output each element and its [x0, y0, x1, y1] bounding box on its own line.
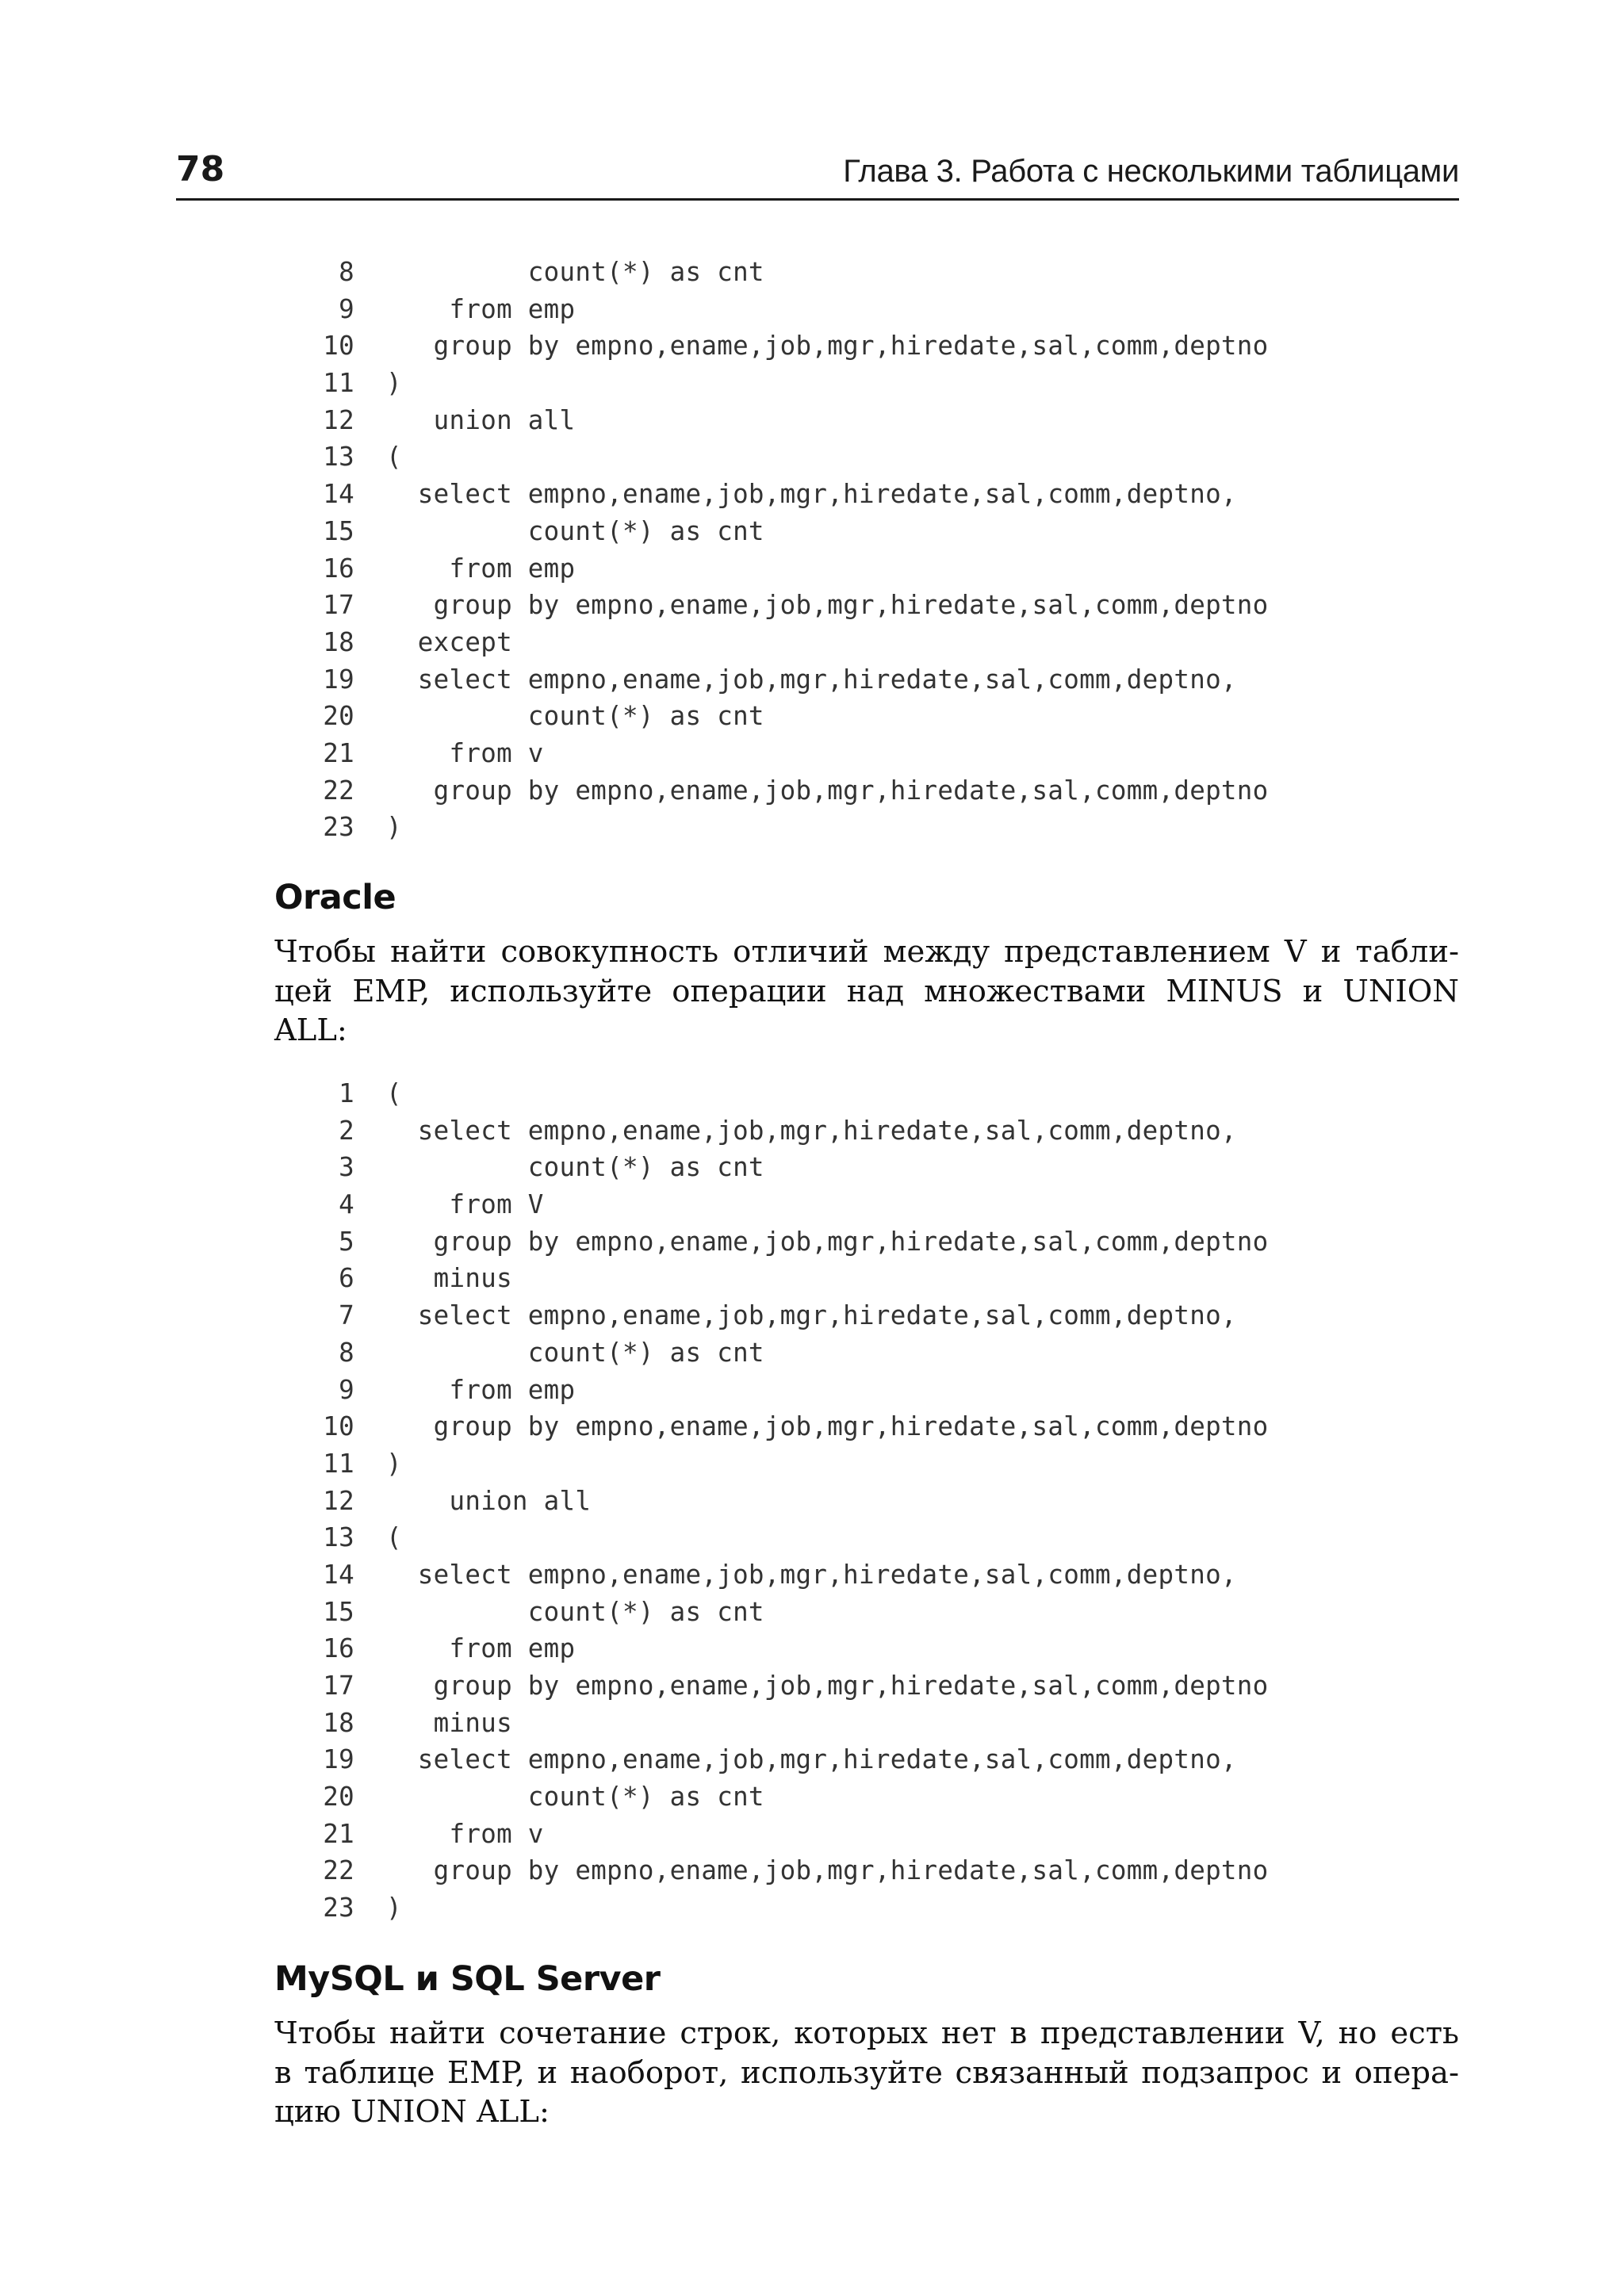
code-line: [311, 1372, 1269, 1409]
code-line: [311, 1075, 1269, 1112]
code-line: [311, 365, 1269, 402]
code-line: [311, 438, 1269, 476]
code-line: [311, 254, 1269, 291]
code-line: [311, 1630, 1269, 1667]
paragraph-mysql-sqlserver: [274, 2014, 1459, 2132]
code-line: [311, 735, 1269, 772]
code-text: select empno,ename,job,mgr,hiredate,sal,comm,deptno,: [386, 479, 1237, 510]
code-line: [311, 1594, 1269, 1631]
section-heading-oracle: Oracle: [274, 878, 396, 917]
code-text: count(*) as cnt: [386, 515, 764, 546]
page-header: [176, 149, 1459, 201]
line-number: 18: [323, 626, 354, 657]
code-text: from v: [386, 737, 544, 768]
code-text: count(*) as cnt: [386, 1152, 764, 1183]
code-text: count(*) as cnt: [386, 1337, 764, 1368]
code-line: [311, 587, 1269, 624]
code-text: count(*) as cnt: [386, 257, 764, 287]
code-line: [311, 291, 1269, 328]
line-number: 15: [323, 1596, 354, 1627]
line-number: 22: [323, 1855, 354, 1886]
code-text: group by empno,ename,job,mgr,hiredate,sal,comm,deptno: [386, 1411, 1269, 1442]
line-number: 6: [339, 1263, 354, 1294]
line-number: 21: [323, 1818, 354, 1849]
code-text: except: [386, 626, 512, 657]
code-text: select empno,ename,job,mgr,hiredate,sal,comm,deptno,: [386, 664, 1237, 695]
code-line: [311, 1778, 1269, 1816]
line-number: 19: [323, 664, 354, 695]
line-number: 10: [323, 1411, 354, 1442]
code-line: [311, 661, 1269, 699]
line-number: 20: [323, 701, 354, 732]
line-number: 17: [323, 590, 354, 621]
code-line: [311, 1334, 1269, 1372]
line-number: 19: [323, 1744, 354, 1775]
code-line: [311, 1519, 1269, 1556]
code-line: [311, 698, 1269, 735]
code-text: (: [386, 1078, 402, 1108]
code-text: count(*) as cnt: [386, 701, 764, 732]
code-text: group by empno,ename,job,mgr,hiredate,sal,comm,deptno: [386, 590, 1269, 621]
code-line: [311, 1408, 1269, 1445]
line-number: 18: [323, 1707, 354, 1738]
code-text: group by empno,ename,job,mgr,hiredate,sal,comm,deptno: [386, 1226, 1269, 1257]
line-number: 16: [323, 1633, 354, 1664]
code-text: count(*) as cnt: [386, 1782, 764, 1813]
code-line: [311, 1223, 1269, 1261]
code-line: [311, 772, 1269, 810]
line-number: 8: [339, 1337, 354, 1368]
line-number: 10: [323, 331, 354, 362]
line-number: 22: [323, 775, 354, 806]
code-line: [311, 513, 1269, 550]
paragraph-line: ALL:: [274, 1013, 347, 1048]
paragraph-line: цию UNION ALL:: [274, 2094, 550, 2130]
line-number: 4: [339, 1189, 354, 1220]
code-listing-oracle: [311, 1075, 1269, 1927]
code-text: select empno,ename,job,mgr,hiredate,sal,comm,deptno,: [386, 1115, 1237, 1146]
code-line: [311, 1149, 1269, 1186]
code-text: from v: [386, 1818, 544, 1849]
code-text: group by empno,ename,job,mgr,hiredate,sal,comm,deptno: [386, 775, 1269, 806]
code-text: from emp: [386, 553, 576, 584]
code-line: [311, 1112, 1269, 1150]
code-text: union all: [386, 404, 576, 435]
line-number: 23: [323, 1893, 354, 1924]
line-number: 5: [339, 1226, 354, 1257]
code-line: [311, 1260, 1269, 1297]
code-line: [311, 809, 1269, 846]
code-text: select empno,ename,job,mgr,hiredate,sal,comm,deptno,: [386, 1559, 1237, 1590]
line-number: 14: [323, 479, 354, 510]
code-line: [311, 1445, 1269, 1483]
line-number: 9: [339, 293, 354, 324]
code-line: [311, 402, 1269, 439]
line-number: 8: [339, 257, 354, 287]
code-text: ): [386, 1893, 402, 1924]
code-text: select empno,ename,job,mgr,hiredate,sal,comm,deptno,: [386, 1744, 1237, 1775]
line-number: 11: [323, 1448, 354, 1479]
line-number: 11: [323, 368, 354, 399]
line-number: 20: [323, 1782, 354, 1813]
paragraph-line: цей EMP, используйте операции над множествами MINUS и UNION: [274, 973, 1459, 1009]
code-text: from emp: [386, 293, 576, 324]
line-number: 21: [323, 737, 354, 768]
line-number: 1: [339, 1078, 354, 1108]
code-line: [311, 1741, 1269, 1778]
code-text: union all: [386, 1485, 592, 1516]
code-text: select empno,ename,job,mgr,hiredate,sal,comm,deptno,: [386, 1300, 1237, 1331]
code-text: (: [386, 1522, 402, 1553]
code-text: from V: [386, 1189, 544, 1220]
code-line: [311, 1667, 1269, 1705]
line-number: 7: [339, 1300, 354, 1331]
paragraph-line: Чтобы найти сочетание строк, которых нет в представлении V, но есть: [274, 2015, 1459, 2051]
line-number: 17: [323, 1671, 354, 1701]
code-text: group by empno,ename,job,mgr,hiredate,sal,comm,deptno: [386, 331, 1269, 362]
line-number: 13: [323, 442, 354, 473]
code-line: [311, 1556, 1269, 1594]
code-text: (: [386, 442, 402, 473]
code-text: ): [386, 368, 402, 399]
line-number: 9: [339, 1374, 354, 1405]
line-number: 14: [323, 1559, 354, 1590]
paragraph-line: в таблице EMP, и наоборот, используйте связанный подзапрос и опера-: [274, 2054, 1459, 2091]
line-number: 12: [323, 1485, 354, 1516]
code-line: [311, 1186, 1269, 1223]
code-line: [311, 1483, 1269, 1520]
code-text: group by empno,ename,job,mgr,hiredate,sal,comm,deptno: [386, 1671, 1269, 1701]
paragraph-line: Чтобы найти совокупность отличий между представлением V и табли-: [274, 934, 1459, 970]
line-number: 23: [323, 812, 354, 843]
code-line: [311, 1297, 1269, 1334]
running-head: Глава 3. Работа с несколькими таблицами: [843, 154, 1459, 189]
line-number: 15: [323, 515, 354, 546]
line-number: 3: [339, 1152, 354, 1183]
code-text: ): [386, 1448, 402, 1479]
code-line: [311, 550, 1269, 588]
code-line: [311, 1816, 1269, 1853]
page-number: 78: [176, 149, 225, 189]
code-line: [311, 624, 1269, 661]
code-listing-postgresql: [311, 254, 1269, 846]
code-text: from emp: [386, 1633, 576, 1664]
code-text: group by empno,ename,job,mgr,hiredate,sal,comm,deptno: [386, 1855, 1269, 1886]
code-text: from emp: [386, 1374, 576, 1405]
line-number: 13: [323, 1522, 354, 1553]
code-text: minus: [386, 1263, 512, 1294]
code-line: [311, 1705, 1269, 1742]
line-number: 16: [323, 553, 354, 584]
code-line: [311, 1852, 1269, 1889]
code-line: [311, 327, 1269, 365]
code-text: count(*) as cnt: [386, 1596, 764, 1627]
code-line: [311, 476, 1269, 513]
line-number: 2: [339, 1115, 354, 1146]
line-number: 12: [323, 404, 354, 435]
code-text: minus: [386, 1707, 512, 1738]
paragraph-oracle: [274, 932, 1459, 1051]
code-line: [311, 1889, 1269, 1927]
section-heading-mysql-sqlserver: MySQL и SQL Server: [274, 1959, 661, 1999]
code-text: ): [386, 812, 402, 843]
